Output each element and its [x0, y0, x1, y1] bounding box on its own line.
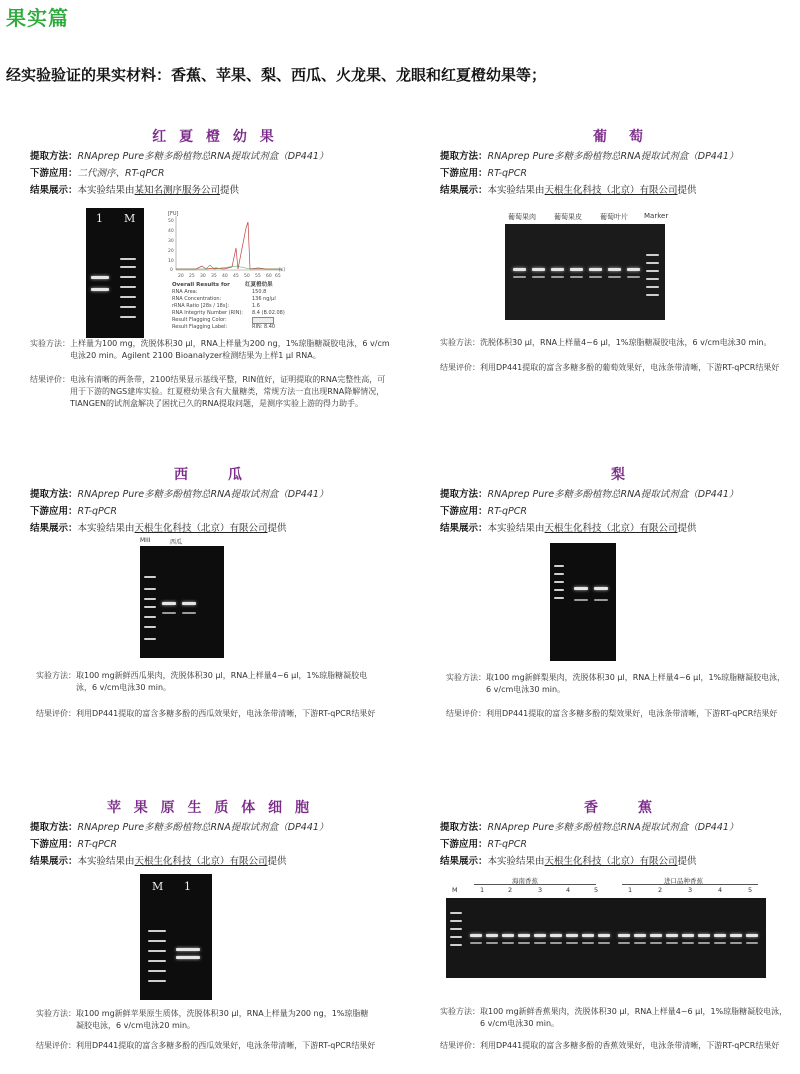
- gel-image-apple: M 1: [140, 874, 212, 1000]
- exp-method-watermelon: 实验方法： 取100 mg新鲜西瓜果肉，洗脱体积30 μl，RNA上样量4~6 μl，1%琼脂糖凝胶电泳，6 v/cm电泳30 min。: [36, 671, 368, 692]
- meta-downstream: 下游应用：RT-qPCR: [440, 839, 527, 850]
- page-heading: 果实篇: [6, 6, 69, 30]
- evaluation-watermelon: 结果评价： 利用DP441提取的富含多糖多酚的西瓜效果好，电泳条带清晰，下游RT-qPCR结果好: [36, 709, 376, 718]
- meta-method: 提取方法：RNAprep Pure多糖多酚植物总RNA提取试剂盒（DP441）: [440, 489, 739, 500]
- gel-image-watermelon: [140, 546, 224, 658]
- meta-results: 结果展示：本实验结果由天根生化科技（北京）有限公司提供: [30, 523, 287, 534]
- section-title: 苹 果 原 生 质 体 细 胞: [106, 800, 314, 816]
- meta-method: 提取方法：RNAprep Pure多糖多酚植物总RNA提取试剂盒（DP441）: [30, 151, 329, 162]
- gel-image-grape: [505, 224, 665, 320]
- section-banana: [440, 797, 800, 870]
- y-tick: 0: [170, 268, 173, 273]
- evaluation-apple: 结果评价： 利用DP441提取的富含多糖多酚的西瓜效果好，电泳条带清晰，下游RT-qPCR结果好: [36, 1041, 376, 1050]
- x-tick: 45: [233, 274, 239, 279]
- x-tick: 60: [266, 274, 272, 279]
- gel-image-pear: [550, 543, 616, 661]
- meta-method: 提取方法：RNAprep Pure多糖多酚植物总RNA提取试剂盒（DP441）: [30, 489, 329, 500]
- section-title: 葡 萄: [593, 129, 647, 145]
- exp-method-pear: 实验方法： 取100 mg新鲜梨果肉，洗脱体积30 μl，RNA上样量4~6 μl，1%琼脂糖凝胶电泳，6 v/cm电泳30 min。: [446, 673, 786, 694]
- meta-results: 结果展示：本实验结果由天根生化科技（北京）有限公司提供: [440, 856, 697, 867]
- intro-text: 经实验验证的果实材料：香蕉、苹果、梨、西瓜、火龙果、龙眼和红夏橙幼果等；: [6, 66, 547, 84]
- y-tick: 50: [168, 219, 174, 224]
- gel-image-banana: [446, 898, 766, 978]
- meta-downstream: 下游应用：二代测序、RT-qPCR: [30, 168, 165, 179]
- meta-results: 结果展示：本实验结果由天根生化科技（北京）有限公司提供: [440, 523, 697, 534]
- exp-method-apple: 实验方法： 取100 mg新鲜苹果原生质体，洗脱体积30 μl，RNA上样量为200 ng，1%琼脂糖凝胶电泳，6 v/cm电泳20 min。: [36, 1009, 369, 1030]
- section-title: 西 瓜: [174, 467, 246, 483]
- exp-method-orange: 实验方法： 上样量为100 mg，洗脱体积30 μl，RNA上样量为200 ng，1%琼脂糖凝胶电泳，6 v/cm电泳20 min。Agilent 2100 Bioanalyzer检测结果为上样1 μl RNA。: [30, 339, 390, 360]
- bioanalyzer-trace: [166, 208, 286, 280]
- section-title: 梨: [611, 467, 629, 483]
- x-tick: 65: [275, 274, 281, 279]
- meta-results: 结果展示：本实验结果由某知名测序服务公司提供: [30, 185, 240, 196]
- x-tick: 55: [255, 274, 261, 279]
- x-tick: 20: [178, 274, 184, 279]
- section-watermelon: [30, 464, 390, 537]
- meta-results: 结果展示：本实验结果由天根生化科技（北京）有限公司提供: [440, 185, 697, 196]
- x-tick: 25: [189, 274, 195, 279]
- section-orange: [30, 126, 400, 199]
- meta-method: 提取方法：RNAprep Pure多糖多酚植物总RNA提取试剂盒（DP441）: [440, 822, 739, 833]
- meta-downstream: 下游应用：RT-qPCR: [440, 168, 527, 179]
- meta-downstream: 下游应用：RT-qPCR: [30, 839, 117, 850]
- gel-image-orange: 1 M: [86, 208, 144, 338]
- banana-lane-labels: 海南香蕉 进口品种香蕉 M 1 2 3 4 5 1 2 3 4 5: [446, 876, 766, 900]
- y-tick: 30: [168, 239, 174, 244]
- exp-method-grape: 实验方法： 洗脱体积30 μl，RNA上样量4~6 μl，1%琼脂糖凝胶电泳，6 v/cm电泳30 min。: [440, 338, 772, 347]
- section-pear: [440, 464, 800, 537]
- x-tick: 50: [244, 274, 250, 279]
- exp-method-banana: 实验方法： 取100 mg新鲜香蕉果肉，洗脱体积30 μl，RNA上样量4~6 μl，1%琼脂糖凝胶电泳，6 v/cm电泳30 min。: [440, 1007, 788, 1028]
- y-tick: 20: [168, 249, 174, 254]
- evaluation-banana: 结果评价： 利用DP441提取的富含多糖多酚的香蕉效果好，电泳条带清晰，下游RT-qPCR结果好: [440, 1041, 780, 1050]
- x-unit: [s]: [279, 268, 285, 273]
- y-unit: [FU]: [168, 211, 179, 217]
- meta-downstream: 下游应用：RT-qPCR: [440, 506, 527, 517]
- meta-downstream: 下游应用：RT-qPCR: [30, 506, 117, 517]
- evaluation-pear: 结果评价： 利用DP441提取的富含多糖多酚的梨效果好，电泳条带清晰，下游RT-qPCR结果好: [446, 709, 778, 718]
- evaluation-grape: 结果评价： 利用DP441提取的富含多糖多酚的葡萄效果好，电泳条带清晰，下游RT-qPCR结果好: [440, 363, 780, 372]
- x-tick: 30: [200, 274, 206, 279]
- section-apple: [30, 797, 390, 870]
- y-tick: 10: [168, 259, 174, 264]
- x-tick: 40: [222, 274, 228, 279]
- evaluation-orange: 结果评价： 电泳有清晰的两条带，2100结果显示基线平整，RIN值好，证明提取的RNA完整性高，可用于下游的NGS建库实验。红夏橙幼果含有大量糖类，常规方法一直出现RNA降解情况，TIANGEN的试剂盒解决了困扰已久的RNA提取问题，是测序实验上游的得力助手。: [30, 375, 386, 408]
- bioanalyzer-summary: Overall Results for 红夏橙幼果 RNA Area: 150.8 RNA Concentration: 136 ng/μl rRNA Ratio [28s / 18s]: 1.6 RNA Integrity Number (RIN): 8.4 (B.02.08) Result Flagging Color: Result Flagging Label: RIN: 8.40: [172, 282, 285, 330]
- section-title: 香 蕉: [584, 800, 656, 816]
- meta-method: 提取方法：RNAprep Pure多糖多酚植物总RNA提取试剂盒（DP441）: [30, 822, 329, 833]
- section-title: 红 夏 橙 幼 果: [152, 129, 278, 145]
- x-tick: 35: [211, 274, 217, 279]
- meta-results: 结果展示：本实验结果由天根生化科技（北京）有限公司提供: [30, 856, 287, 867]
- y-tick: 40: [168, 229, 174, 234]
- meta-method: 提取方法：RNAprep Pure多糖多酚植物总RNA提取试剂盒（DP441）: [440, 151, 739, 162]
- section-grape: [440, 126, 800, 199]
